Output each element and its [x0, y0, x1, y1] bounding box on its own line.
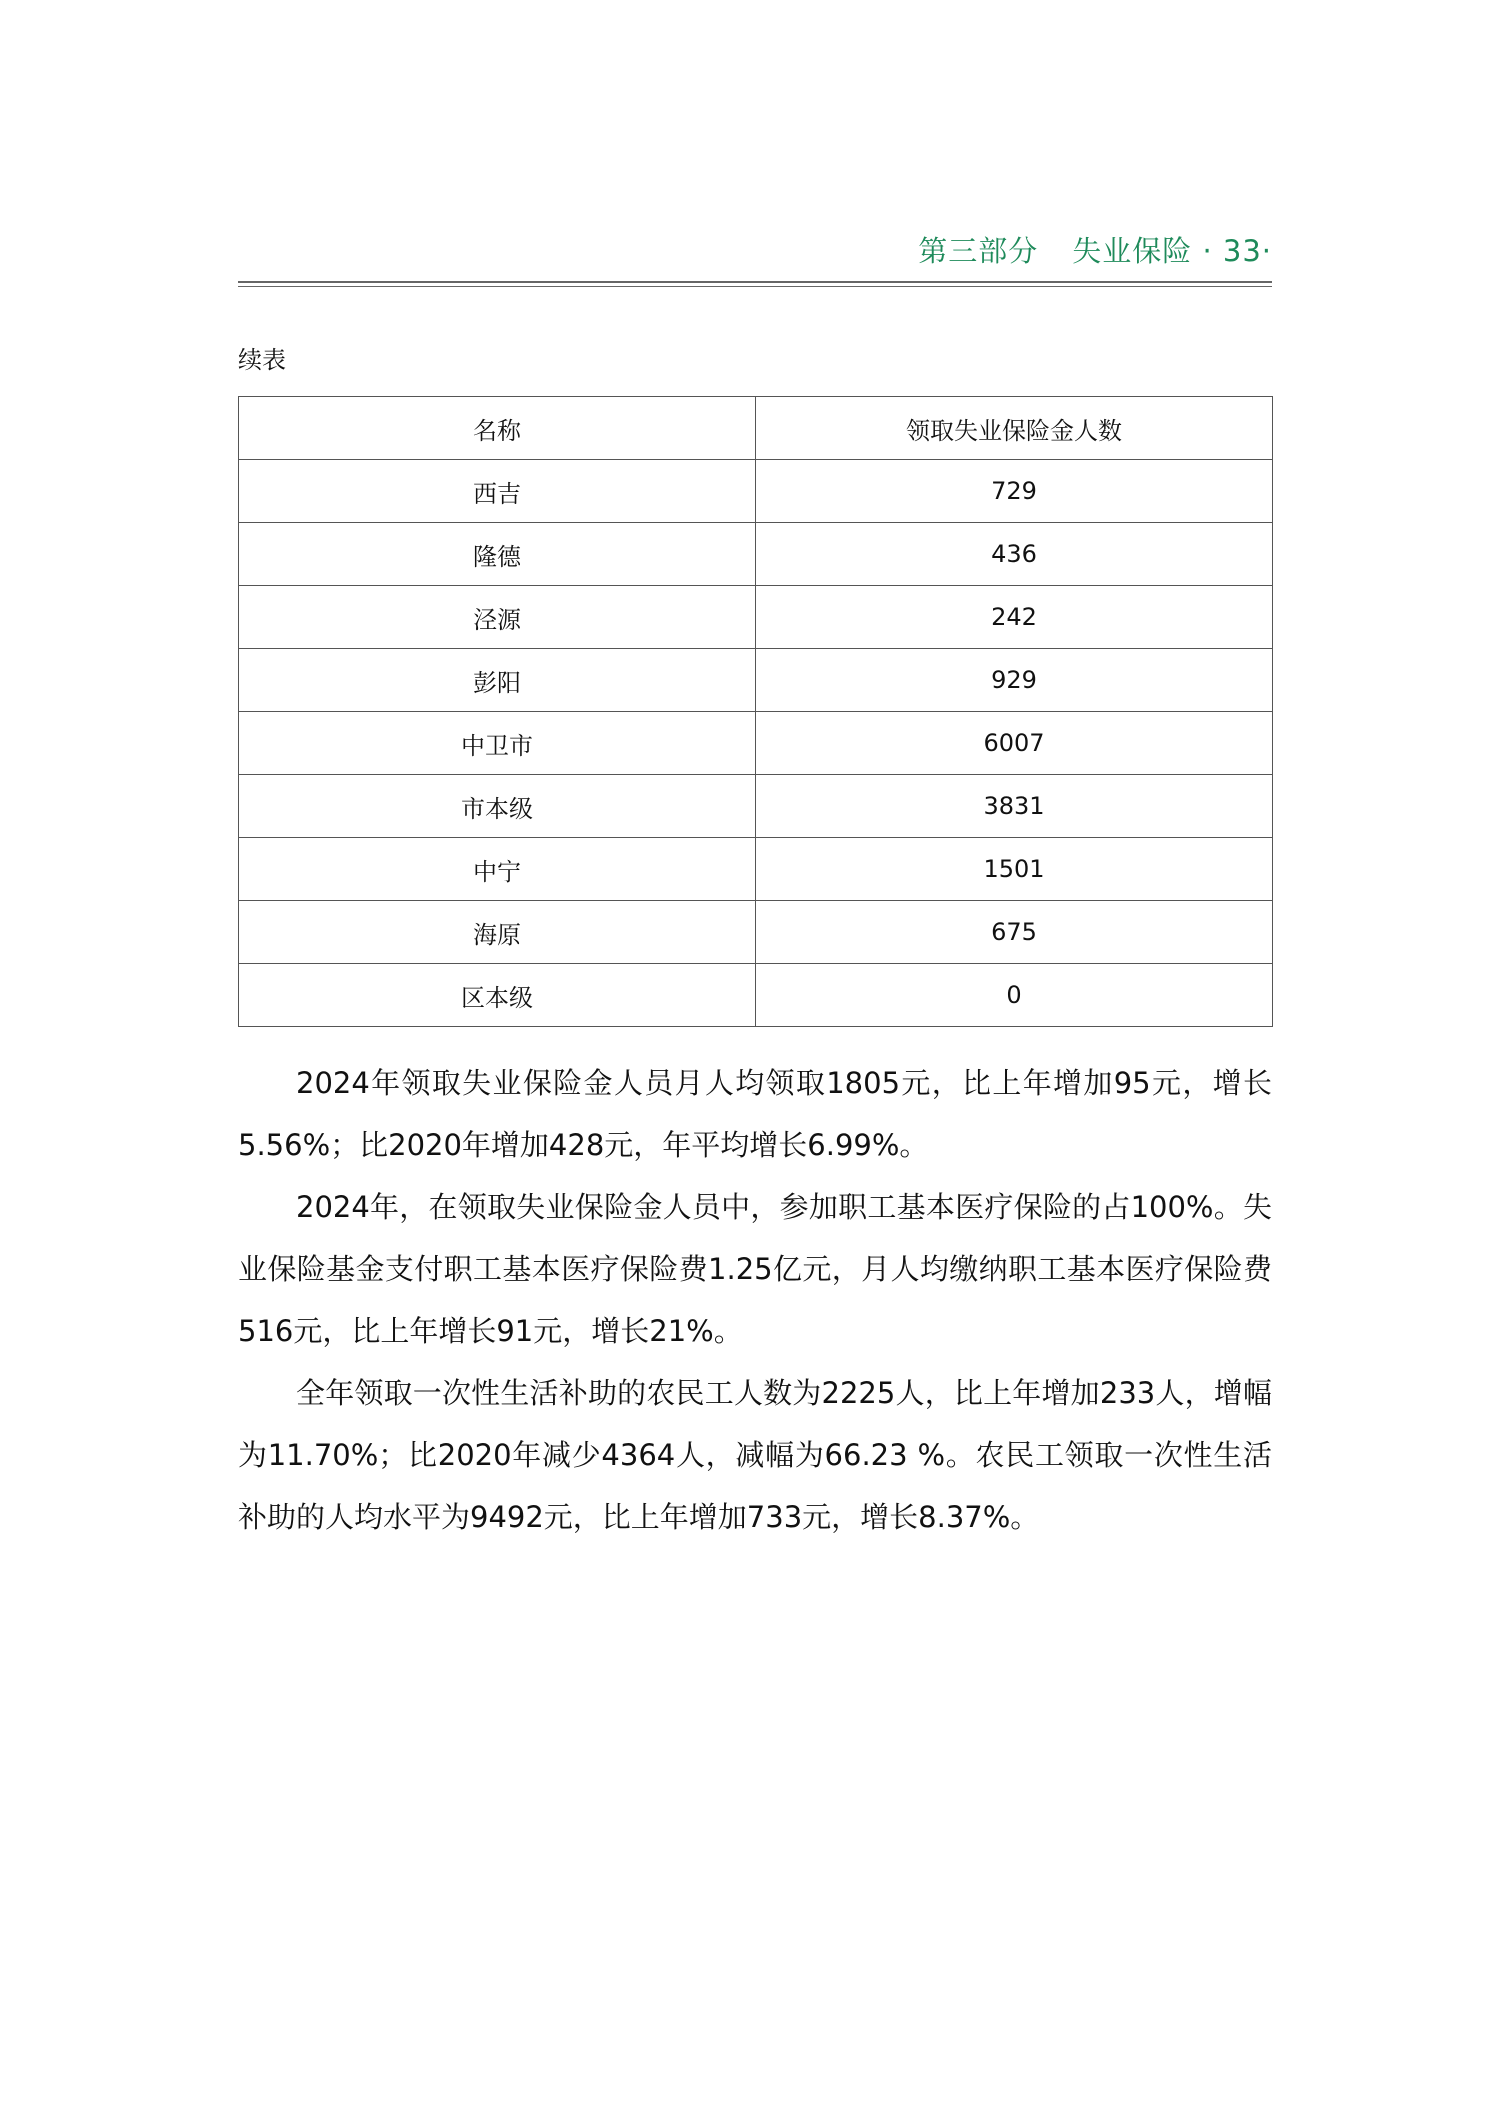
- paragraph: 2024年领取失业保险金人员月人均领取1805元，比上年增加95元，增长5.56%；比2020年增加428元，年平均增长6.99%。: [238, 1066, 1272, 1162]
- table-row: [239, 649, 1273, 712]
- running-header: [238, 226, 1272, 276]
- table-row: [239, 775, 1273, 838]
- table-header-row: [239, 397, 1273, 460]
- row-count: 729: [756, 460, 1273, 523]
- row-name: 西吉: [239, 460, 756, 523]
- row-count: 675: [756, 901, 1273, 964]
- row-count: 1501: [756, 838, 1273, 901]
- table-row: [239, 523, 1273, 586]
- body-text: [238, 1052, 1272, 1548]
- table-row: [239, 901, 1273, 964]
- row-name: 市本级: [239, 775, 756, 838]
- column-header-name: 名称: [239, 397, 756, 460]
- row-name: 彭阳: [239, 649, 756, 712]
- table-row: [239, 586, 1273, 649]
- row-count: 3831: [756, 775, 1273, 838]
- paragraph: 全年领取一次性生活补助的农民工人数为2225人，比上年增加233人，增幅为11.70%；比2020年减少4364人，减幅为66.23 %。农民工领取一次性生活补助的人均水平为9492元，比上年增加733元，增长8.37%。: [238, 1376, 1272, 1534]
- table-row: [239, 712, 1273, 775]
- page-number: · 33·: [1202, 234, 1272, 268]
- row-name: 海原: [239, 901, 756, 964]
- row-count: 0: [756, 964, 1273, 1027]
- table-caption: 续表: [238, 346, 286, 374]
- table-row: [239, 838, 1273, 901]
- row-name: 泾源: [239, 586, 756, 649]
- row-name: 隆德: [239, 523, 756, 586]
- header-rule: [238, 281, 1272, 287]
- row-name: 中卫市: [239, 712, 756, 775]
- row-name: 中宁: [239, 838, 756, 901]
- row-count: 242: [756, 586, 1273, 649]
- row-count: 436: [756, 523, 1273, 586]
- section-title: 失业保险: [1072, 234, 1193, 268]
- row-count: 6007: [756, 712, 1273, 775]
- table-row: [239, 460, 1273, 523]
- row-count: 929: [756, 649, 1273, 712]
- part-title: 第三部分: [918, 234, 1039, 268]
- column-header-count: 领取失业保险金人数: [756, 397, 1273, 460]
- table-row: [239, 964, 1273, 1027]
- row-name: 区本级: [239, 964, 756, 1027]
- data-table: [238, 396, 1273, 1027]
- paragraph: 2024年，在领取失业保险金人员中，参加职工基本医疗保险的占100%。失业保险基金支付职工基本医疗保险费1.25亿元，月人均缴纳职工基本医疗保险费516元，比上年增长91元，增长21%。: [238, 1190, 1272, 1348]
